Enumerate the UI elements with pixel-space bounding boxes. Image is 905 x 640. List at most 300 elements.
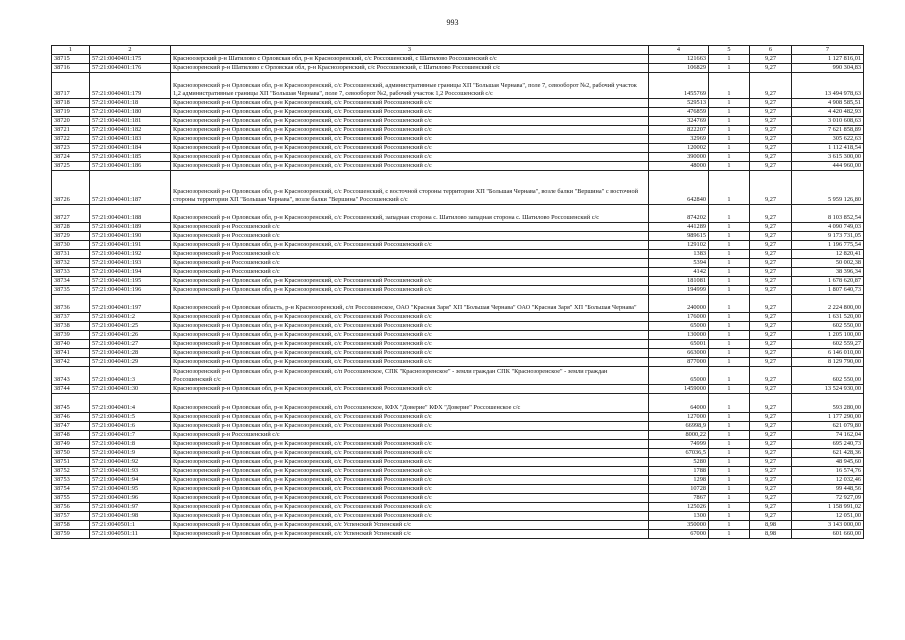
table-row xyxy=(52,494,864,503)
count-cell: 1 xyxy=(709,205,750,223)
cadastral-number-cell: 57:21:0040401:93 xyxy=(90,467,171,476)
address-cell: Краснозоренский р-н Орловская обл, р-н Краснозоренский, с/с Россошенский Россошенский с/с xyxy=(171,322,649,331)
address-cell: Краснозоренский р-н Орловская обл, р-н Краснозоренский, с/с Россошенский, с восточной стороны территории ХП "Большая Чернава", возле балки "Вершина" с восточной стороны территории ХП "Большая Чернава", возле балки "Вершина" Россошенский с/с xyxy=(171,171,649,205)
address-cell: Краснозоренский р-н Орловская область, р-н Краснозоренский, с/п Россошенское, ОАО "Красная Заря" ХП "Большая Чернава" ОАО "Красная Заря" ХП "Большая Чернава" xyxy=(171,295,649,313)
header-cell: 6 xyxy=(750,46,792,55)
value-cell: 305 622,63 xyxy=(792,135,864,144)
area-cell: 67036,5 xyxy=(649,449,709,458)
count-cell: 1 xyxy=(709,494,750,503)
rate-cell: 9,27 xyxy=(750,413,792,422)
rate-cell: 9,27 xyxy=(750,268,792,277)
value-cell: 9 173 731,05 xyxy=(792,232,864,241)
rate-cell: 9,27 xyxy=(750,394,792,413)
cadastral-number-cell: 57:21:0040401:3 xyxy=(90,367,171,385)
table-row xyxy=(52,162,864,171)
value-cell: 621 079,80 xyxy=(792,422,864,431)
row-number-cell: 38715 xyxy=(52,55,90,64)
area-cell: 1300 xyxy=(649,512,709,521)
cadastral-number-cell: 57:21:0040401:181 xyxy=(90,117,171,126)
table-row xyxy=(52,277,864,286)
area-cell: 4142 xyxy=(649,268,709,277)
row-number-cell: 38746 xyxy=(52,413,90,422)
value-cell: 12 820,41 xyxy=(792,250,864,259)
count-cell: 1 xyxy=(709,331,750,340)
row-number-cell: 38758 xyxy=(52,521,90,530)
cadastral-number-cell: 57:21:0040401:189 xyxy=(90,223,171,232)
row-number-cell: 38757 xyxy=(52,512,90,521)
header-cell: 5 xyxy=(709,46,750,55)
cadastral-number-cell: 57:21:0040401:94 xyxy=(90,476,171,485)
value-cell: 8 103 852,54 xyxy=(792,205,864,223)
rate-cell: 9,27 xyxy=(750,73,792,99)
rate-cell: 9,27 xyxy=(750,331,792,340)
area-cell: 642840 xyxy=(649,171,709,205)
value-cell: 99 448,56 xyxy=(792,485,864,494)
row-number-cell: 38745 xyxy=(52,394,90,413)
address-cell: Краснозоренский р-н Россошенский с/с xyxy=(171,223,649,232)
table-row xyxy=(52,117,864,126)
row-number-cell: 38739 xyxy=(52,331,90,340)
area-cell: 65001 xyxy=(649,340,709,349)
count-cell: 1 xyxy=(709,476,750,485)
area-cell: 120002 xyxy=(649,144,709,153)
address-cell: Краснозоренский р-н Россошенский с/с xyxy=(171,431,649,440)
rate-cell: 9,27 xyxy=(750,153,792,162)
count-cell: 1 xyxy=(709,449,750,458)
header-cell: 2 xyxy=(90,46,171,55)
area-cell: 8000,22 xyxy=(649,431,709,440)
table-row xyxy=(52,241,864,250)
table-row xyxy=(52,413,864,422)
area-cell: 10728 xyxy=(649,485,709,494)
table-row xyxy=(52,340,864,349)
cadastral-number-cell: 57:21:0040401:197 xyxy=(90,295,171,313)
rate-cell: 9,27 xyxy=(750,476,792,485)
rate-cell: 9,27 xyxy=(750,135,792,144)
table-body xyxy=(52,55,864,539)
count-cell: 1 xyxy=(709,108,750,117)
address-cell: Краснозоренский р-н Россошенский с/с xyxy=(171,268,649,277)
count-cell: 1 xyxy=(709,135,750,144)
area-cell: 32969 xyxy=(649,135,709,144)
cadastral-number-cell: 57:21:0040401:29 xyxy=(90,358,171,367)
value-cell: 3 143 000,00 xyxy=(792,521,864,530)
value-cell: 7 621 858,89 xyxy=(792,126,864,135)
count-cell: 1 xyxy=(709,153,750,162)
cadastral-number-cell: 57:21:0040401:8 xyxy=(90,440,171,449)
address-cell: Краснозоренский р-н Орловская обл, р-н Краснозоренский, с/с Россошенский Россошенский с/с xyxy=(171,313,649,322)
value-cell: 6 146 010,00 xyxy=(792,349,864,358)
area-cell: 121663 xyxy=(649,55,709,64)
value-cell: 5 959 126,80 xyxy=(792,171,864,205)
count-cell: 1 xyxy=(709,458,750,467)
page-number: 993 xyxy=(446,18,459,27)
rate-cell: 9,27 xyxy=(750,349,792,358)
value-cell: 1 678 620,87 xyxy=(792,277,864,286)
count-cell: 1 xyxy=(709,367,750,385)
value-cell: 13 494 978,63 xyxy=(792,73,864,99)
area-cell: 989615 xyxy=(649,232,709,241)
address-cell: Краснозоренский р-н Орловская обл, р-н Краснозоренский, с/с Россошенский Россошенский с/с xyxy=(171,340,649,349)
row-number-cell: 38742 xyxy=(52,358,90,367)
count-cell: 1 xyxy=(709,232,750,241)
cadastral-number-cell: 57:21:0040401:4 xyxy=(90,394,171,413)
cadastral-number-cell: 57:21:0040401:6 xyxy=(90,422,171,431)
address-cell: Краснозоренский р-н Орловская обл, р-н Краснозоренский, с/с Россошенский Россошенский с/с xyxy=(171,503,649,512)
cadastral-number-cell: 57:21:0040401:92 xyxy=(90,458,171,467)
address-cell: Краснозоренский р-н Орловская обл, р-н Краснозоренский, с/с Россошенский Россошенский с/с xyxy=(171,458,649,467)
value-cell: 4 420 482,93 xyxy=(792,108,864,117)
rate-cell: 9,27 xyxy=(750,205,792,223)
count-cell: 1 xyxy=(709,64,750,73)
header-cell: 7 xyxy=(792,46,864,55)
count-cell: 1 xyxy=(709,512,750,521)
row-number-cell: 38743 xyxy=(52,367,90,385)
row-number-cell: 38732 xyxy=(52,259,90,268)
area-cell: 130000 xyxy=(649,331,709,340)
count-cell: 1 xyxy=(709,117,750,126)
cadastral-number-cell: 57:21:0040401:175 xyxy=(90,55,171,64)
address-cell: Краснозоренский р-н Шатилово с Орловская обл, р-н Краснозоренский, с/с Россошенский, с Шатилово Россошенский с/с xyxy=(171,64,649,73)
value-cell: 1 196 775,54 xyxy=(792,241,864,250)
rate-cell: 9,27 xyxy=(750,277,792,286)
value-cell: 1 205 100,00 xyxy=(792,331,864,340)
rate-cell: 9,27 xyxy=(750,422,792,431)
address-cell: Краснозоренский р-н Орловская обл, р-н Краснозоренский, с/с Россошенский Россошенский с/с xyxy=(171,99,649,108)
table-row xyxy=(52,205,864,223)
value-cell: 4 908 585,51 xyxy=(792,99,864,108)
table-row xyxy=(52,108,864,117)
count-cell: 1 xyxy=(709,485,750,494)
rate-cell: 9,27 xyxy=(750,358,792,367)
table-row xyxy=(52,422,864,431)
area-cell: 874202 xyxy=(649,205,709,223)
value-cell: 12 051,00 xyxy=(792,512,864,521)
rate-cell: 9,27 xyxy=(750,494,792,503)
rate-cell: 9,27 xyxy=(750,241,792,250)
cadastral-number-cell: 57:21:0040401:185 xyxy=(90,153,171,162)
cadastral-number-cell: 57:21:0040401:186 xyxy=(90,162,171,171)
count-cell: 1 xyxy=(709,358,750,367)
area-cell: 5394 xyxy=(649,259,709,268)
row-number-cell: 38726 xyxy=(52,171,90,205)
address-cell: Краснозоренский р-н Орловская обл, р-н Краснозоренский, с/с Россошенский Россошенский с/с xyxy=(171,358,649,367)
address-cell: Краснозоренский р-н Орловская обл, р-н Краснозоренский, с/с Россошенский Россошенский с/с xyxy=(171,413,649,422)
address-cell: Краснозоренский р-н Орловская обл, р-н Краснозоренский, с/с Россошенский Россошенский с/с xyxy=(171,162,649,171)
row-number-cell: 38736 xyxy=(52,295,90,313)
cadastral-number-cell: 57:21:0040401:5 xyxy=(90,413,171,422)
rate-cell: 9,27 xyxy=(750,117,792,126)
count-cell: 1 xyxy=(709,277,750,286)
value-cell: 1 807 640,73 xyxy=(792,286,864,295)
count-cell: 1 xyxy=(709,413,750,422)
rate-cell: 9,27 xyxy=(750,144,792,153)
value-cell: 2 224 800,00 xyxy=(792,295,864,313)
row-number-cell: 38729 xyxy=(52,232,90,241)
row-number-cell: 38720 xyxy=(52,117,90,126)
row-number-cell: 38730 xyxy=(52,241,90,250)
area-cell: 65000 xyxy=(649,322,709,331)
address-cell: Краснозоренский р-н Орловская обл, р-н Краснозоренский, с/с Россошенский, административные границы ХП "Большая Чернава", поле 7, севооборот №2, рабочий участок 1,2 административные границы ХП "Большая Чернава", поле 7, севооборот №2, рабочий участок 1,2 Россошенский с/с xyxy=(171,73,649,99)
row-number-cell: 38744 xyxy=(52,385,90,394)
rate-cell: 9,27 xyxy=(750,431,792,440)
row-number-cell: 38725 xyxy=(52,162,90,171)
rate-cell: 9,27 xyxy=(750,162,792,171)
cadastral-table xyxy=(51,45,864,539)
table-row xyxy=(52,512,864,521)
row-number-cell: 38727 xyxy=(52,205,90,223)
cadastral-number-cell: 57:21:0040401:188 xyxy=(90,205,171,223)
header-cell: 1 xyxy=(52,46,90,55)
rate-cell: 9,27 xyxy=(750,503,792,512)
address-cell: Краснозоренский р-н Орловская обл, р-н Краснозоренский, с/с Россошенский Россошенский с/с xyxy=(171,117,649,126)
area-cell: 74999 xyxy=(649,440,709,449)
table-row xyxy=(52,349,864,358)
area-cell: 822207 xyxy=(649,126,709,135)
value-cell: 621 428,36 xyxy=(792,449,864,458)
cadastral-number-cell: 57:21:0040401:187 xyxy=(90,171,171,205)
address-cell: Краснозоренский р-н Орловская обл, р-н Краснозоренский, с/с Россошенский, западная сторона с. Шатилово западная сторона с. Шатилово Россошенский с/с xyxy=(171,205,649,223)
row-number-cell: 38740 xyxy=(52,340,90,349)
row-number-cell: 38749 xyxy=(52,440,90,449)
address-cell: Краснозоренский р-н Орловская обл, р-н Краснозоренский, с/п Россошенское, СПК "Краснозоренское" - земли граждан СПК "Краснозоренское" - земли граждан Россошенский с/с xyxy=(171,367,649,385)
row-number-cell: 38753 xyxy=(52,476,90,485)
rate-cell: 9,27 xyxy=(750,458,792,467)
rate-cell: 9,27 xyxy=(750,108,792,117)
address-cell: Краснозоренский р-н Орловская обл, р-н Краснозоренский, с/с Россошенский Россошенский с/с xyxy=(171,494,649,503)
area-cell: 390000 xyxy=(649,153,709,162)
rate-cell: 9,27 xyxy=(750,449,792,458)
address-cell: Краснозоренский р-н Орловская обл, р-н Краснозоренский, с/с Россошенский Россошенский с/с xyxy=(171,241,649,250)
table-row xyxy=(52,440,864,449)
value-cell: 990 304,83 xyxy=(792,64,864,73)
row-number-cell: 38741 xyxy=(52,349,90,358)
area-cell: 877000 xyxy=(649,358,709,367)
rate-cell: 9,27 xyxy=(750,295,792,313)
table-row xyxy=(52,55,864,64)
table-row xyxy=(52,476,864,485)
area-cell: 65000 xyxy=(649,367,709,385)
address-cell: Краснозоренский р-н Орловская обл, р-н Краснозоренский, с/с Россошенский Россошенский с/с xyxy=(171,485,649,494)
value-cell: 16 574,76 xyxy=(792,467,864,476)
row-number-cell: 38722 xyxy=(52,135,90,144)
row-number-cell: 38755 xyxy=(52,494,90,503)
count-cell: 1 xyxy=(709,521,750,530)
cadastral-number-cell: 57:21:0040401:195 xyxy=(90,277,171,286)
rate-cell: 9,27 xyxy=(750,55,792,64)
count-cell: 1 xyxy=(709,286,750,295)
count-cell: 1 xyxy=(709,467,750,476)
address-cell: Краснозоренский р-н Россошенский с/с xyxy=(171,250,649,259)
count-cell: 1 xyxy=(709,394,750,413)
count-cell: 1 xyxy=(709,440,750,449)
table-row xyxy=(52,394,864,413)
count-cell: 1 xyxy=(709,530,750,539)
area-cell: 1383 xyxy=(649,250,709,259)
address-cell: Краснозоренский р-н Орловская обл, р-н Краснозоренский, с/с Россошенский Россошенский с/с xyxy=(171,349,649,358)
count-cell: 1 xyxy=(709,503,750,512)
count-cell: 1 xyxy=(709,431,750,440)
table-row xyxy=(52,99,864,108)
address-cell: Краснозоренский р-н Орловская обл, р-н Краснозоренский, с/с Россошенский Россошенский с/с xyxy=(171,144,649,153)
count-cell: 1 xyxy=(709,385,750,394)
count-cell: 1 xyxy=(709,144,750,153)
area-cell: 529513 xyxy=(649,99,709,108)
rate-cell: 9,27 xyxy=(750,259,792,268)
cadastral-number-cell: 57:21:0040401:96 xyxy=(90,494,171,503)
row-number-cell: 38751 xyxy=(52,458,90,467)
value-cell: 48 945,60 xyxy=(792,458,864,467)
row-number-cell: 38735 xyxy=(52,286,90,295)
area-cell: 7867 xyxy=(649,494,709,503)
value-cell: 4 090 749,03 xyxy=(792,223,864,232)
count-cell: 1 xyxy=(709,55,750,64)
rate-cell: 9,27 xyxy=(750,467,792,476)
cadastral-number-cell: 57:21:0040501:1 xyxy=(90,521,171,530)
cadastral-number-cell: 57:21:0040401:179 xyxy=(90,73,171,99)
area-cell: 129102 xyxy=(649,241,709,250)
table-row xyxy=(52,467,864,476)
count-cell: 1 xyxy=(709,295,750,313)
rate-cell: 9,27 xyxy=(750,367,792,385)
address-cell: Краснозоренский р-н Орловская обл, р-н Краснозоренский, с/с Россошенский Россошенский с/с xyxy=(171,422,649,431)
row-number-cell: 38721 xyxy=(52,126,90,135)
cadastral-number-cell: 57:21:0040401:190 xyxy=(90,232,171,241)
row-number-cell: 38733 xyxy=(52,268,90,277)
address-cell: Краснозоренский р-н Орловская обл, р-н Краснозоренский, с/п Россошенское, КФХ "Доверие" КФХ "Доверие" Россошенское с/с xyxy=(171,394,649,413)
address-cell: Краснозоренский р-н Орловская обл, р-н Краснозоренский, с/с Успенский Успенский с/с xyxy=(171,530,649,539)
row-number-cell: 38756 xyxy=(52,503,90,512)
cadastral-number-cell: 57:21:0040401:27 xyxy=(90,340,171,349)
rate-cell: 9,27 xyxy=(750,171,792,205)
value-cell: 1 158 991,02 xyxy=(792,503,864,512)
value-cell: 444 960,00 xyxy=(792,162,864,171)
cadastral-number-cell: 57:21:0040401:30 xyxy=(90,385,171,394)
table-row xyxy=(52,385,864,394)
table-row xyxy=(52,431,864,440)
cadastral-number-cell: 57:21:0040401:28 xyxy=(90,349,171,358)
cadastral-number-cell: 57:21:0040401:98 xyxy=(90,512,171,521)
area-cell: 324769 xyxy=(649,117,709,126)
count-cell: 1 xyxy=(709,241,750,250)
count-cell: 1 xyxy=(709,340,750,349)
row-number-cell: 38719 xyxy=(52,108,90,117)
cadastral-number-cell: 57:21:0040401:180 xyxy=(90,108,171,117)
count-cell: 1 xyxy=(709,73,750,99)
cadastral-number-cell: 57:21:0040401:9 xyxy=(90,449,171,458)
area-cell: 663000 xyxy=(649,349,709,358)
count-cell: 1 xyxy=(709,422,750,431)
count-cell: 1 xyxy=(709,313,750,322)
area-cell: 181081 xyxy=(649,277,709,286)
table-row xyxy=(52,153,864,162)
header-cell: 4 xyxy=(649,46,709,55)
row-number-cell: 38734 xyxy=(52,277,90,286)
address-cell: Краснозоренский р-н Орловская обл, р-н Краснозоренский, с/с Россошенский Россошенский с/с xyxy=(171,331,649,340)
row-number-cell: 38718 xyxy=(52,99,90,108)
count-cell: 1 xyxy=(709,171,750,205)
cadastral-number-cell: 57:21:0040401:191 xyxy=(90,241,171,250)
row-number-cell: 38752 xyxy=(52,467,90,476)
value-cell: 3 615 300,00 xyxy=(792,153,864,162)
value-cell: 601 660,00 xyxy=(792,530,864,539)
value-cell: 1 631 520,00 xyxy=(792,313,864,322)
rate-cell: 9,27 xyxy=(750,322,792,331)
area-cell: 67000 xyxy=(649,530,709,539)
cadastral-number-cell: 57:21:0040401:26 xyxy=(90,331,171,340)
row-number-cell: 38737 xyxy=(52,313,90,322)
area-cell: 350000 xyxy=(649,521,709,530)
table-row xyxy=(52,530,864,539)
rate-cell: 9,27 xyxy=(750,340,792,349)
address-cell: Краснозоренский р-н Орловская обл, р-н Краснозоренский, с/с Россошенский Россошенский с/с xyxy=(171,449,649,458)
address-cell: Краснозоренский р-н Орловская обл, р-н Краснозоренский, с/с Россошенский Россошенский с/с xyxy=(171,440,649,449)
table-row xyxy=(52,358,864,367)
row-number-cell: 38748 xyxy=(52,431,90,440)
address-cell: Краснозоренский р-н Орловская обл, р-н Краснозоренский, с/с Россошенский Россошенский с/с xyxy=(171,476,649,485)
value-cell: 74 162,04 xyxy=(792,431,864,440)
rate-cell: 9,27 xyxy=(750,286,792,295)
value-cell: 72 927,09 xyxy=(792,494,864,503)
area-cell: 1788 xyxy=(649,467,709,476)
address-cell: Краснозоренский р-н Орловская обл, р-н Краснозоренский, с/с Россошенский Россошенский с/с xyxy=(171,153,649,162)
table-row xyxy=(52,485,864,494)
table-row xyxy=(52,144,864,153)
count-cell: 1 xyxy=(709,223,750,232)
value-cell: 38 396,34 xyxy=(792,268,864,277)
table-row xyxy=(52,331,864,340)
count-cell: 1 xyxy=(709,99,750,108)
cadastral-number-cell: 57:21:0040401:184 xyxy=(90,144,171,153)
value-cell: 50 002,38 xyxy=(792,259,864,268)
table-row xyxy=(52,313,864,322)
area-cell: 48000 xyxy=(649,162,709,171)
rate-cell: 8,98 xyxy=(750,521,792,530)
rate-cell: 9,27 xyxy=(750,385,792,394)
row-number-cell: 38747 xyxy=(52,422,90,431)
count-cell: 1 xyxy=(709,126,750,135)
rate-cell: 9,27 xyxy=(750,512,792,521)
table-row xyxy=(52,250,864,259)
area-cell: 127000 xyxy=(649,413,709,422)
table-row xyxy=(52,223,864,232)
area-cell: 106829 xyxy=(649,64,709,73)
cadastral-number-cell: 57:21:0040401:95 xyxy=(90,485,171,494)
header-cell: 3 xyxy=(171,46,649,55)
count-cell: 1 xyxy=(709,268,750,277)
table-row xyxy=(52,259,864,268)
table-row xyxy=(52,64,864,73)
row-number-cell: 38759 xyxy=(52,530,90,539)
area-cell: 1298 xyxy=(649,476,709,485)
area-cell: 5280 xyxy=(649,458,709,467)
address-cell: Краснозоренский р-н Россошенский с/с xyxy=(171,259,649,268)
count-cell: 1 xyxy=(709,162,750,171)
area-cell: 1455769 xyxy=(649,73,709,99)
cadastral-number-cell: 57:21:0040401:18 xyxy=(90,99,171,108)
area-cell: 194999 xyxy=(649,286,709,295)
table-row xyxy=(52,295,864,313)
cadastral-number-cell: 57:21:0040401:25 xyxy=(90,322,171,331)
address-cell: Краснозоренский р-н Орловская обл, р-н Краснозоренский, с/с Россошенский Россошенский с/с xyxy=(171,277,649,286)
row-number-cell: 38738 xyxy=(52,322,90,331)
address-cell: Краснозоренский р-н Орловская обл, р-н Краснозоренский, с/с Россошенский Россошенский с/с xyxy=(171,135,649,144)
table-row xyxy=(52,232,864,241)
address-cell: Краснозоренский р-н Орловская обл, р-н Краснозоренский, с/с Россошенский Россошенский с/с xyxy=(171,467,649,476)
value-cell: 8 129 790,00 xyxy=(792,358,864,367)
table-row xyxy=(52,503,864,512)
cadastral-number-cell: 57:21:0040401:7 xyxy=(90,431,171,440)
